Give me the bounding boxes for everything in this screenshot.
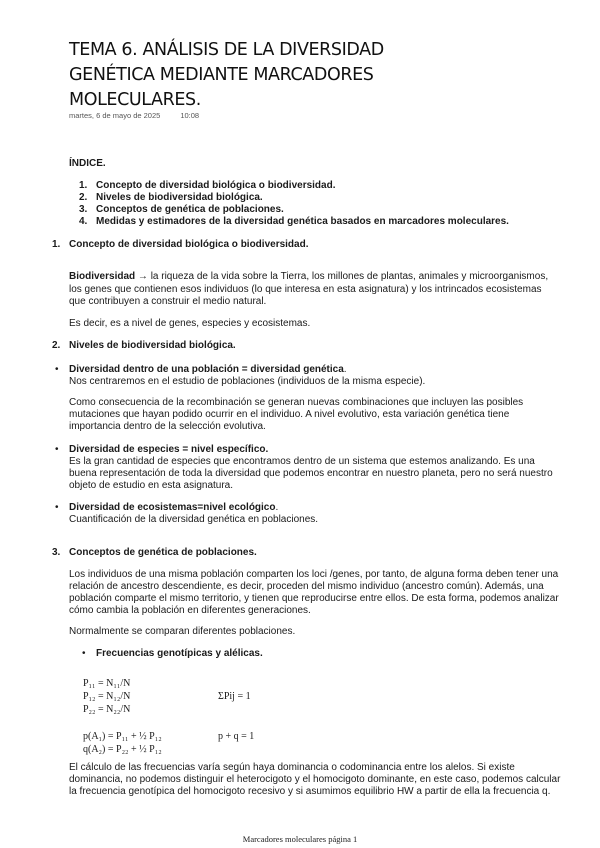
formula-qA2: q(A₂) = P₂₂ + ½ P₁₂ bbox=[83, 744, 162, 755]
bullet-dot-icon: • bbox=[55, 364, 59, 375]
biodiversidad-term: Biodiversidad bbox=[69, 271, 136, 282]
formula-sum: ΣPij = 1 bbox=[218, 691, 251, 702]
s2-para-line: Como consecuencia de la recombinación se generan nuevas combinaciones que incluyen las posibles bbox=[69, 397, 524, 408]
index-item: 1. Concepto de diversidad biológica o biodiversidad. bbox=[79, 180, 336, 191]
s1-para-line: que contribuyen a construir el medio natural. bbox=[69, 296, 267, 307]
s1-para-2: Es decir, es a nivel de genes, especies y ecosistemas. bbox=[69, 318, 311, 329]
index-heading: ÍNDICE. bbox=[69, 158, 106, 169]
index-item: 3. Conceptos de genética de poblaciones. bbox=[79, 204, 284, 215]
s3-para-line: población comparte el mismo territorio, y tienen que reproducirse entre ellos. De esta forma, podemos analizar bbox=[69, 593, 559, 604]
s2-para-line: mutaciones que hayan podido ocurrir en el individuo. A nivel evolutivo, esta variación genética tiene bbox=[69, 409, 510, 420]
s3-para-line: relación de ancestro descendiente, es decir, proceden del mismo individuo (ancestro común). Además, una bbox=[69, 581, 544, 592]
note-date: martes, 6 de mayo de 2025 bbox=[69, 111, 161, 120]
s2-line: Nos centraremos en el estudio de poblaciones (individuos de la misma especie). bbox=[69, 376, 426, 387]
title-line-2: GENÉTICA MEDIANTE MARCADORES bbox=[69, 65, 374, 85]
s1-para-line: los genes que contienen esos individuos (lo que interesa en esta asignatura) y los intrincados ecosistemas bbox=[69, 284, 542, 295]
s2-para-line: objeto de estudio en esta asignatura. bbox=[69, 480, 234, 491]
s2-line: Cuantificación de la diversidad genética en poblaciones. bbox=[69, 514, 319, 525]
s3-final-line: la frecuencia genotípica del homocigoto recesivo y si asumimos equilibrio HW a partir de ella la frecuencia q. bbox=[69, 786, 551, 797]
s3-final-line: El cálculo de las frecuencias varía según haya dominancia o codominancia entre los alelos. Si existe bbox=[69, 762, 515, 773]
note-time: 10:08 bbox=[180, 111, 200, 120]
formula-pq: p + q = 1 bbox=[218, 731, 255, 742]
s3-final-line: dominancia, no podemos distinguir el heterocigoto y el homocigoto dominante, en este caso, podemos calcular bbox=[69, 774, 561, 785]
s2-para-line: Es la gran cantidad de especies que encontramos dentro de un sistema que estemos analizando. Es una bbox=[69, 456, 535, 467]
note-metadata bbox=[69, 111, 199, 120]
formula-pA1: p(A₁) = P₁₁ + ½ P₁₂ bbox=[83, 731, 162, 742]
formula-p11: P₁₁ = N₁₁/N bbox=[83, 678, 131, 689]
section-1-heading: 1. Concepto de diversidad biológica o biodiversidad. bbox=[52, 239, 309, 250]
s3-para-line: Los individuos de una misma población comparten los loci /genes, por tanto, de alguna forma deben tener una bbox=[69, 569, 559, 580]
bullet-genetic-diversity: • Diversidad dentro de una población = diversidad genética. bbox=[55, 364, 347, 375]
bullet-ecosystem-diversity: • Diversidad de ecosistemas=nivel ecológico. bbox=[55, 502, 279, 513]
formula-p22: P₂₂ = N₂₂/N bbox=[83, 704, 131, 715]
bullet-frequencies: • Frecuencias genotípicas y alélicas. bbox=[82, 648, 263, 659]
s3-para-line: cómo cambia la población en diferentes generaciones. bbox=[69, 605, 311, 616]
s1-para-line: Biodiversidad → la riqueza de la vida sobre la Tierra, los millones de plantas, animales y microorganismos, bbox=[69, 271, 549, 282]
section-3-heading: 3. Conceptos de genética de poblaciones. bbox=[52, 547, 257, 558]
page-footer: Marcadores moleculares página 1 bbox=[242, 834, 358, 844]
s3-para-2: Normalmente se comparan diferentes poblaciones. bbox=[69, 626, 296, 637]
bullet-dot-icon: • bbox=[82, 648, 86, 659]
bullet-species-diversity: • Diversidad de especies = nivel específico. bbox=[55, 444, 269, 455]
title-line-3: MOLECULARES. bbox=[69, 90, 201, 110]
bullet-dot-icon: • bbox=[55, 502, 59, 513]
bullet-dot-icon: • bbox=[55, 444, 59, 455]
formula-p12: P₁₂ = N₁₂/N bbox=[83, 691, 131, 702]
s2-para-line: importancia dentro de la selección evolutiva. bbox=[69, 421, 266, 432]
title-line-1: TEMA 6. ANÁLISIS DE LA DIVERSIDAD bbox=[69, 40, 384, 60]
s2-para-line: buena representación de toda la diversidad que podemos encontrar en nuestro planeta, pero no será nuestro bbox=[69, 468, 553, 479]
index-item: 4. Medidas y estimadores de la diversidad genética basados en marcadores moleculares. bbox=[79, 216, 509, 227]
page-title bbox=[69, 38, 384, 113]
index-item: 2. Niveles de biodiversidad biológica. bbox=[79, 192, 263, 203]
section-2-heading: 2. Niveles de biodiversidad biológica. bbox=[52, 340, 236, 351]
